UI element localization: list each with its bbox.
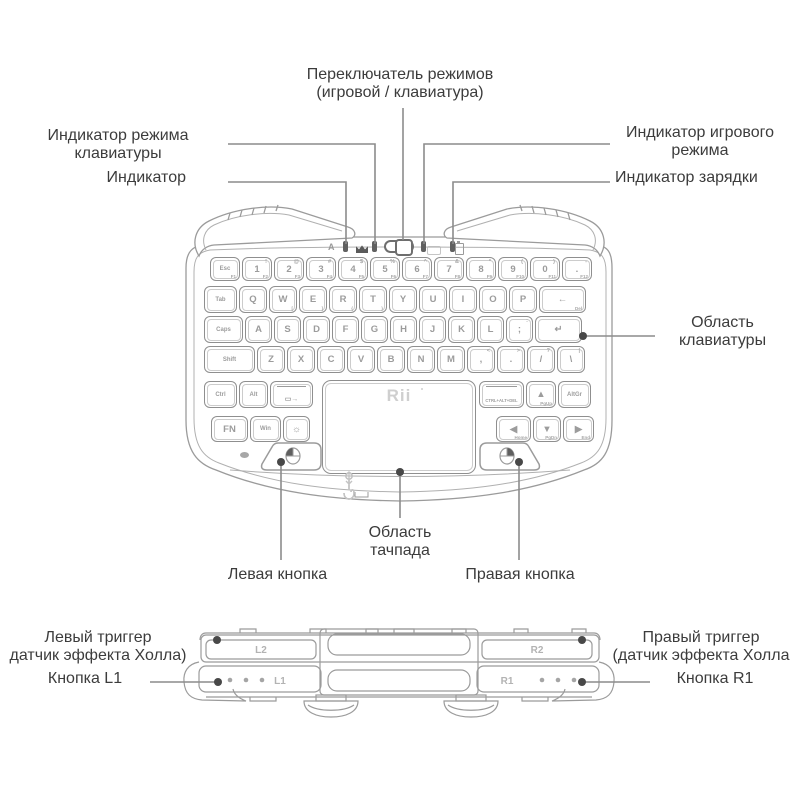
key-4[interactable]: $ 4 F5 — [338, 257, 368, 281]
r1-button — [477, 666, 599, 692]
key-N[interactable]: N — [407, 346, 435, 373]
key-row-ctrl-left — [204, 381, 313, 408]
status-led — [240, 452, 249, 458]
l1-label: L1 — [274, 676, 286, 687]
key-row-qwerty — [204, 286, 586, 313]
key-9[interactable]: ( 9 F10 — [498, 257, 528, 281]
key-Q[interactable]: Q — [239, 286, 267, 313]
key-Y[interactable]: Y — [389, 286, 417, 313]
key-,[interactable]: < , — [467, 346, 495, 373]
mode-switch-knob[interactable] — [395, 239, 413, 256]
label-game-mode-indicator: Индикатор игрового режима — [625, 124, 775, 159]
label-left-trigger: Левый триггер датчик эффекта Холла) — [9, 629, 187, 664]
key-I[interactable]: I — [449, 286, 477, 313]
key-V[interactable]: V — [347, 346, 375, 373]
key-\[interactable]: | \ — [557, 346, 585, 373]
key-row-fn-right — [496, 416, 594, 442]
label-charge-indicator: Индикатор зарядки — [615, 169, 758, 186]
key-.[interactable]: - . F12 — [562, 257, 592, 281]
key-5[interactable]: % 5 F6 — [370, 257, 400, 281]
key-backspace[interactable]: ← Del — [539, 286, 586, 313]
key-.[interactable]: > . — [497, 346, 525, 373]
key-touchpad-toggle[interactable]: ▭→ — [270, 381, 313, 408]
key-Ctrl[interactable]: Ctrl — [204, 381, 237, 408]
key-Win[interactable]: Win — [250, 416, 281, 442]
key-H[interactable]: H _ — [390, 316, 417, 343]
battery-icon — [455, 243, 464, 255]
key-J[interactable]: J — [419, 316, 446, 343]
key-;[interactable]: : ; — [506, 316, 533, 343]
key-O[interactable]: O — [479, 286, 507, 313]
left-mouse-button — [262, 443, 321, 470]
label-kb-mode-indicator: Индикатор режима клавиатуры — [47, 127, 189, 162]
l2-label: L2 — [255, 645, 267, 656]
touchpad[interactable] — [322, 380, 476, 474]
key-Alt[interactable]: Alt — [239, 381, 268, 408]
brand-logo: Rii — [386, 386, 412, 405]
status-indicator-led — [372, 241, 377, 252]
key-6[interactable]: ^ 6 F7 — [402, 257, 432, 281]
key-L[interactable]: L — [477, 316, 504, 343]
key-M[interactable]: M — [437, 346, 465, 373]
r1-label: R1 — [500, 676, 514, 687]
key-0[interactable]: ) 0 F11 — [530, 257, 560, 281]
key-row-fn-left — [211, 416, 310, 442]
key-1[interactable]: ! 1 F2 — [242, 257, 272, 281]
a-indicator-label: A — [328, 242, 335, 252]
label-right-button: Правая кнопка — [465, 566, 575, 583]
key-R[interactable]: R { — [329, 286, 357, 313]
key-row-ctrl-right — [479, 381, 591, 408]
key-FN[interactable]: FN — [211, 416, 248, 442]
label-right-trigger: Правый триггер (датчик эффекта Холла — [612, 629, 790, 664]
key-U[interactable]: U . — [419, 286, 447, 313]
key-W[interactable]: W [ — [269, 286, 297, 313]
key-8[interactable]: * 8 F9 — [466, 257, 496, 281]
pinch-gesture-icon — [339, 469, 359, 509]
key-B[interactable]: B — [377, 346, 405, 373]
label-mode-switch: Переключатель режимов (игровой / клавиатура) — [306, 66, 494, 101]
mode-switch[interactable] — [384, 240, 414, 253]
brand-tm-dot — [421, 388, 423, 390]
key-A[interactable]: A — [245, 316, 272, 343]
keyboard-mode-led — [343, 241, 348, 252]
key-ctrl-alt-del[interactable]: CTRL+ALT+DEL — [479, 381, 524, 408]
key-Shift[interactable]: Shift — [204, 346, 255, 373]
key-enter[interactable]: ↵ — [535, 316, 582, 343]
key-T[interactable]: T } — [359, 286, 387, 313]
key-row-home — [204, 316, 582, 343]
key-G[interactable]: G _ — [361, 316, 388, 343]
key-AltGr[interactable]: AltGr — [558, 381, 591, 408]
game-mode-icon — [427, 246, 441, 255]
label-l1-button: Кнопка L1 — [47, 670, 123, 687]
key-Tab[interactable]: Tab — [204, 286, 237, 313]
label-keyboard-area: Область клавиатуры — [678, 314, 767, 349]
key-C[interactable]: C — [317, 346, 345, 373]
key-Caps[interactable]: Caps — [204, 316, 243, 343]
key-7[interactable]: & 7 F8 — [434, 257, 464, 281]
right-mouse-button — [480, 443, 539, 470]
label-touchpad-area: Область тачпада — [368, 524, 432, 559]
key-F[interactable]: F _ — [332, 316, 359, 343]
key-S[interactable]: S — [274, 316, 301, 343]
key-D[interactable]: D — [303, 316, 330, 343]
key-row-function — [210, 257, 592, 281]
key-2[interactable]: @ 2 F3 — [274, 257, 304, 281]
key-K[interactable]: K — [448, 316, 475, 343]
key-pgdn[interactable]: ▼ PgDn — [533, 416, 561, 442]
key-home[interactable]: ◀ Home — [496, 416, 531, 442]
key-pgup[interactable]: ▲ PgUp — [526, 381, 556, 408]
key-Z[interactable]: Z — [257, 346, 285, 373]
key-E[interactable]: E ] — [299, 286, 327, 313]
key-P[interactable]: P — [509, 286, 537, 313]
key-X[interactable]: X — [287, 346, 315, 373]
rubber-foot — [444, 701, 498, 717]
label-r1-button: Кнопка R1 — [676, 670, 754, 687]
key-/[interactable]: ? / — [527, 346, 555, 373]
key-3[interactable]: # 3 F4 — [306, 257, 336, 281]
key-Esc[interactable]: Esc F1 — [210, 257, 240, 281]
rubber-foot — [304, 701, 358, 717]
key-row-shift — [204, 346, 585, 373]
key-end[interactable]: ▶ End — [563, 416, 594, 442]
game-mode-led — [421, 241, 426, 252]
r2-label: R2 — [530, 645, 544, 656]
keyboard-rear-view — [184, 629, 614, 717]
label-left-button: Левая кнопка — [227, 566, 328, 583]
label-indicator: Индикатор — [106, 169, 186, 186]
key-backlight[interactable]: ☼ — [283, 416, 310, 442]
